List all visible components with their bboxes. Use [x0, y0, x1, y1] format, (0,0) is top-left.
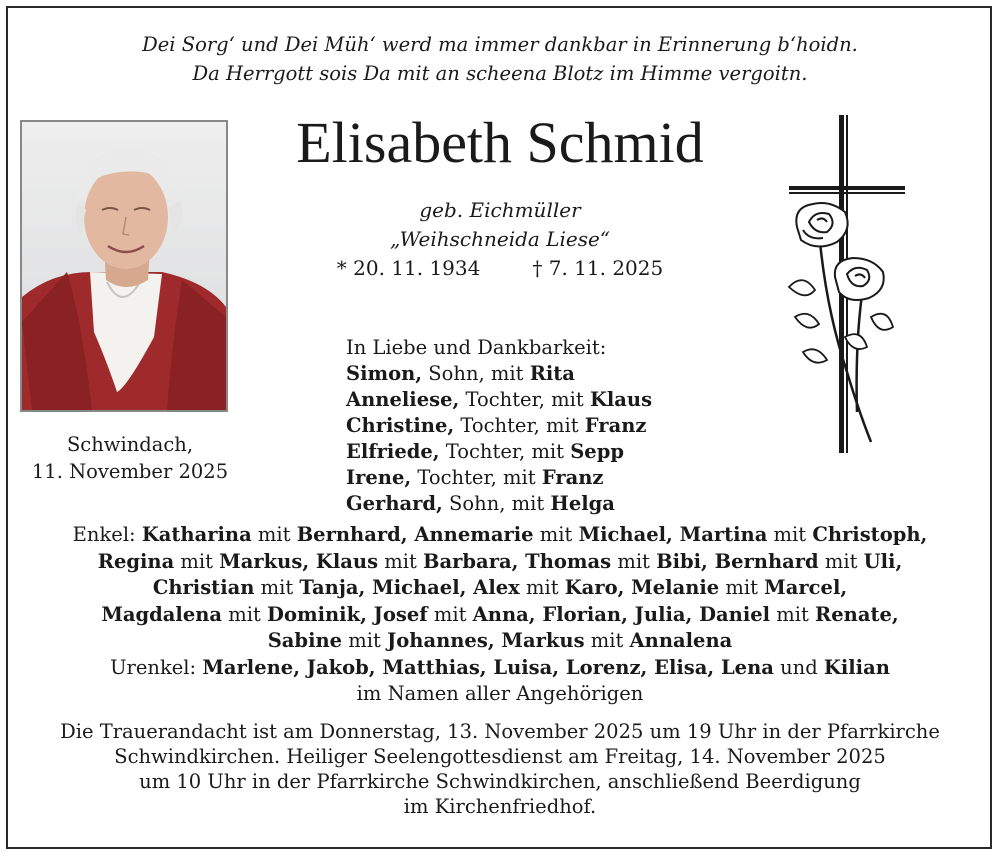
- family-member-row: [346, 413, 652, 439]
- grandchildren-line: [0, 522, 1000, 549]
- family-relation: Tochter, mit: [454, 414, 585, 437]
- relative-name: Sabine: [267, 629, 343, 652]
- family-member-name: Anneliese,: [346, 388, 460, 411]
- place: Schwindach,: [66, 433, 194, 456]
- family-member-row: [346, 387, 652, 413]
- connector-text: und: [773, 655, 824, 679]
- family-member-name: Christine,: [346, 414, 455, 437]
- life-dates: [250, 254, 750, 283]
- grandchildren-section: [0, 522, 1000, 708]
- family-relation: Sohn, mit: [442, 492, 551, 515]
- quote-line-2: Da Herrgott sois Da mit an scheena Blotz im Himme vergoitn.: [192, 62, 808, 85]
- relative-name: Markus, Klaus: [219, 549, 379, 573]
- service-line-2: Schwindkirchen. Heiliger Seelengottesdienst am Freitag, 14. November 2025: [114, 745, 886, 768]
- grandchildren-line: [0, 575, 1000, 602]
- connector-text: mit: [251, 523, 297, 546]
- memorial-quote: [0, 30, 1000, 88]
- grandchildren-line: [0, 655, 1000, 682]
- relative-name: Marlene, Jakob, Matthias, Luisa, Lorenz, Elisa, Lena: [202, 655, 774, 679]
- connector-text: mit: [611, 549, 657, 573]
- family-member-row: [346, 491, 652, 517]
- family-member-row: [346, 361, 652, 387]
- cross-with-roses-icon: [775, 112, 915, 457]
- grandchildren-line: [0, 681, 1000, 708]
- family-relation: Tochter, mit: [411, 466, 542, 489]
- family-partner-name: Helga: [550, 492, 615, 515]
- relative-name: Marcel,: [764, 576, 848, 599]
- connector-text: mit: [818, 549, 864, 573]
- family-relation: Tochter, mit: [439, 440, 571, 463]
- relative-name: Regina: [97, 549, 175, 573]
- notice-date: 11. November 2025: [31, 460, 229, 483]
- place-and-date: [10, 431, 250, 485]
- family-partner-name: Klaus: [589, 388, 653, 411]
- family-member-row: [346, 439, 652, 465]
- relative-name: Christian: [152, 576, 255, 599]
- mourners-list: [346, 335, 652, 517]
- relative-name: Christoph,: [812, 523, 928, 546]
- connector-text: Urenkel:: [110, 655, 203, 679]
- birth-name: geb. Eichmüller: [419, 198, 581, 222]
- family-partner-name: Sepp: [570, 440, 624, 463]
- relative-name: Uli,: [863, 549, 903, 573]
- connector-text: mit: [342, 629, 388, 652]
- relative-name: Tanja, Michael, Alex: [299, 576, 520, 599]
- family-relation: Sohn, mit: [422, 362, 530, 385]
- family-partner-name: Franz: [584, 414, 647, 437]
- relative-name: Bernhard, Annemarie: [296, 523, 534, 546]
- portrait-photo: [20, 120, 228, 412]
- family-partner-name: Franz: [541, 466, 604, 489]
- family-member-row: [346, 465, 652, 491]
- birth-date: * 20. 11. 1934: [336, 256, 481, 280]
- connector-text: Enkel:: [72, 523, 142, 546]
- family-member-name: Simon,: [346, 362, 423, 385]
- relative-name: Barbara, Thomas: [423, 549, 612, 573]
- connector-text: mit: [222, 602, 268, 626]
- relative-name: Annalena: [629, 629, 733, 652]
- relative-name: Dominik, Josef: [267, 602, 428, 626]
- birth-info: [250, 196, 750, 283]
- relative-name: Kilian: [823, 655, 890, 679]
- family-member-name: Gerhard,: [346, 492, 443, 515]
- relative-name: Magdalena: [101, 602, 223, 626]
- quote-line-1: Dei Sorg‘ und Dei Müh‘ werd ma immer dankbar in Erinnerung b‘hoidn.: [142, 33, 858, 56]
- service-line-3: um 10 Uhr in der Pfarrkirche Schwindkirchen, anschließend Beerdigung: [139, 770, 861, 793]
- relative-name: Renate,: [815, 602, 899, 626]
- connector-text: mit: [427, 602, 473, 626]
- relative-name: Anna, Florian, Julia, Daniel: [472, 602, 771, 626]
- grandchildren-line: [0, 628, 1000, 655]
- connector-text: mit: [767, 523, 813, 546]
- family-member-name: Irene,: [346, 466, 412, 489]
- connector-text: im Namen aller Angehörigen: [356, 682, 644, 705]
- mourners-intro: In Liebe und Dankbarkeit:: [346, 336, 607, 359]
- grandchildren-line: [0, 549, 1000, 576]
- connector-text: mit: [174, 549, 220, 573]
- connector-text: mit: [519, 576, 565, 599]
- deceased-name: Elisabeth Schmid: [296, 110, 704, 175]
- connector-text: mit: [719, 576, 765, 599]
- connector-text: mit: [378, 549, 424, 573]
- nickname: „Weihschneida Liese“: [389, 227, 611, 251]
- relative-name: Bibi, Bernhard: [656, 549, 819, 573]
- service-line-4: im Kirchenfriedhof.: [403, 795, 597, 818]
- family-relation: Tochter, mit: [459, 388, 590, 411]
- connector-text: mit: [770, 602, 816, 626]
- connector-text: mit: [584, 629, 630, 652]
- connector-text: mit: [533, 523, 579, 546]
- relative-name: Michael, Martina: [578, 523, 768, 546]
- service-line-1: Die Trauerandacht ist am Donnerstag, 13. November 2025 um 19 Uhr in der Pfarrkirche: [60, 720, 940, 743]
- relative-name: Karo, Melanie: [564, 576, 720, 599]
- family-member-name: Elfriede,: [346, 440, 440, 463]
- relative-name: Johannes, Markus: [387, 629, 585, 652]
- service-info: [0, 719, 1000, 819]
- connector-text: mit: [254, 576, 300, 599]
- death-date: † 7. 11. 2025: [532, 256, 664, 280]
- family-partner-name: Rita: [529, 362, 575, 385]
- grandchildren-line: [0, 602, 1000, 629]
- relative-name: Katharina: [141, 523, 252, 546]
